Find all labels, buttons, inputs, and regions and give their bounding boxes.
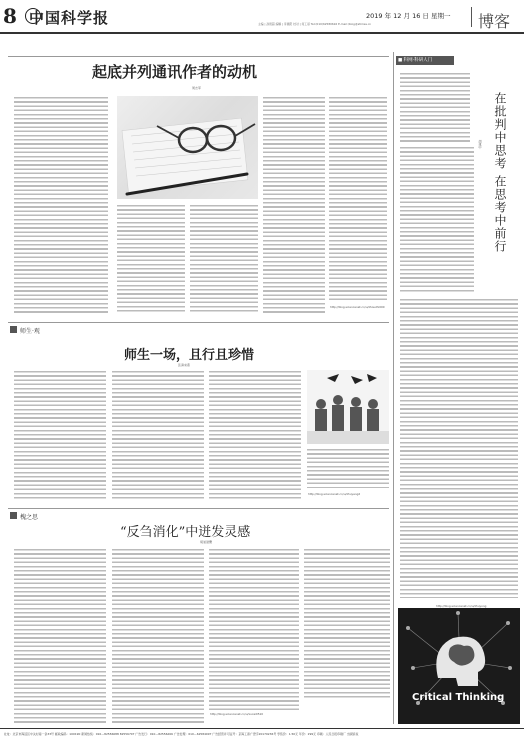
sidebar-top-text	[400, 72, 470, 142]
pen-icon	[10, 512, 17, 519]
page-number: 8	[3, 4, 17, 28]
article3-col3-text	[209, 548, 299, 710]
article3-col1-text	[14, 548, 106, 724]
article3-top-rule	[8, 508, 389, 509]
editors-line: 主编 | 孙毅超 编辑 | 李晨阳 校对 | 何工哥 Tel:(010)62580616 E-mail:(blog@stimes.cn	[258, 22, 372, 26]
sidebar-lower-text	[400, 298, 518, 598]
article3-author: 胡旭谐鹰	[200, 540, 213, 544]
masthead-rule	[0, 32, 524, 34]
article2-source: http://blog.sciencenet.cn/u/zhuyang2	[308, 492, 361, 496]
article2-col1-text	[14, 370, 106, 500]
article2-col3-text	[209, 370, 301, 500]
article1-source: http://blog.sciencenet.cn/u/zhouzhi000	[330, 305, 385, 309]
sidebar-title: 在批判中思考 在思考中前行	[493, 92, 507, 253]
paper-name: 中国科学报	[29, 9, 110, 27]
critical-thinking-image	[398, 608, 520, 724]
article2-col2-text	[112, 370, 204, 500]
article2-col4-text	[307, 448, 389, 488]
section-divider	[471, 7, 472, 27]
sidebar-column-label: ■ 科网·科研人门	[396, 56, 454, 65]
article1-author: 周志军	[192, 86, 202, 90]
article1-col5-text	[329, 96, 387, 301]
article1-col3-text	[190, 204, 258, 314]
article1-col1-text	[14, 96, 108, 314]
article3-source: http://blog.sciencenet.cn/u/xucai0510	[210, 712, 264, 716]
article2-top-rule	[8, 322, 389, 323]
article2-title: 师生一场，且行且珍惜	[124, 348, 255, 363]
section-name: 博客	[478, 12, 511, 31]
critical-thinking-caption: Critical Thinking	[412, 692, 505, 703]
article3-col4-text	[304, 548, 390, 698]
article3-col2-text	[112, 548, 204, 724]
sidebar-divider	[393, 52, 394, 724]
article1-top-rule	[8, 56, 389, 57]
article1-col2-text	[117, 204, 185, 314]
article3-section-tag: 槐之思	[20, 514, 39, 521]
graduation-illustration	[307, 370, 389, 444]
footer-rule	[0, 728, 524, 729]
article3-title: “反刍消化”中迸发灵感	[120, 525, 251, 540]
footer-text: 社址：北京市海淀区中关村南一条33号 邮政编码：100190 新闻热线：010—82556688 82556707 广告发行：010—82556266 广告处理：010—62584097 广告经营许可证号：京海工商广登字20170236号 零售价：1.50元 年价：299元 印刷：人民日报印刷厂 出版版权	[4, 732, 359, 736]
article1-col4-text	[263, 96, 325, 314]
article2-author: 张润来燕	[178, 363, 191, 367]
issue-date: 2019 年 12 月 16 日 星期一	[366, 12, 451, 20]
sidebar-mid-text	[400, 146, 474, 294]
article2-section-tag: 师生·观	[20, 328, 40, 335]
article1-title: 起底并列通讯作者的动机	[92, 63, 258, 81]
sidebar-source: http://blog.sciencenet.cn/u/zhuyong	[436, 604, 487, 608]
sidebar-author: 胡建中	[478, 140, 482, 149]
glasses-photo	[117, 96, 258, 199]
pen-icon	[10, 326, 17, 333]
